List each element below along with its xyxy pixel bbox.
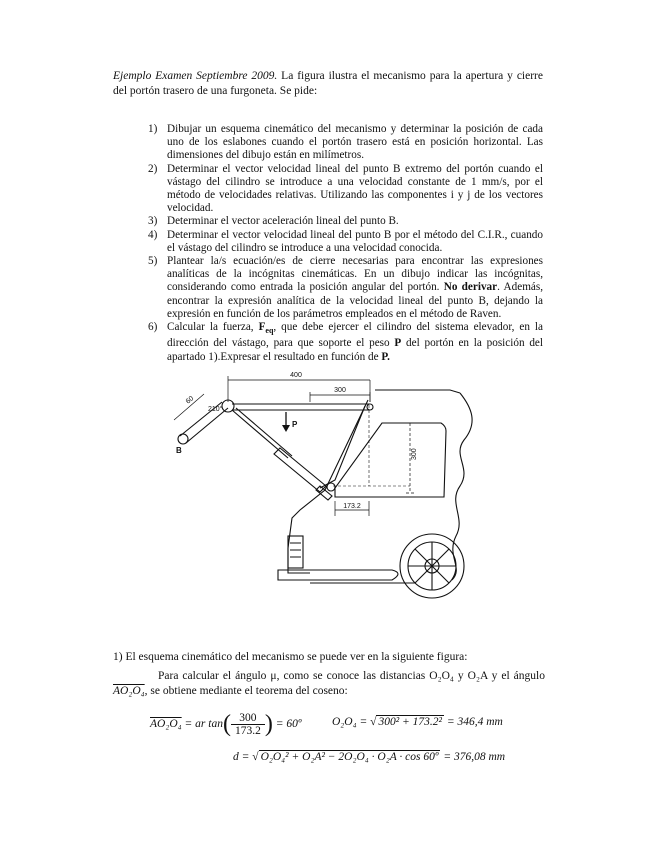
- angle-symbol: AO₂O₄: [113, 685, 145, 697]
- dim-400: 400: [290, 372, 302, 379]
- label-b: B: [176, 446, 182, 455]
- mechanism-figure: [160, 368, 490, 608]
- dim-60: 60: [184, 395, 196, 406]
- exam-title: Ejemplo Examen Septiembre 2009.: [113, 70, 278, 82]
- task-list: [148, 123, 543, 364]
- list-item: 4) Determinar el vector velocidad lineal del punto B por el método del C.I.R., cuando el vástago del cilindro se introduce a una velocidad conocida.: [148, 228, 543, 254]
- formula-distance: O₂O₄ = √ 300² + 173.2² = 346,4 mm: [332, 716, 503, 728]
- dim-300-vertical: 300: [411, 448, 418, 460]
- dim-300: 300: [334, 387, 346, 394]
- formula-cosine: d = √ O₂O₄² + O₂A² − 2O₂O₄ · O₂A · cos 60º = 376,08 mm: [233, 751, 506, 763]
- dim-210: 210°: [208, 406, 223, 413]
- list-item: 3) Determinar el vector aceleración lineal del punto B.: [148, 215, 399, 228]
- list-item: 6) Calcular la fuerza, $F_{eq}$, que debe ejercer el cilindro del sistema elevador, en la dirección del vástago, para que soporte el peso P del portón en la posición del apartado 1).Expresar el resultado en función de P.: [148, 321, 543, 363]
- formula-angle: AO₂O₄ = ar tan( $\frac{300}{173.2}$ ) = 60º: [150, 711, 302, 737]
- dim-173-2: 173.2: [343, 503, 361, 510]
- answer-line-1: 1) El esquema cinemático del mecanismo se puede ver en la siguiente figura:: [113, 651, 468, 663]
- label-p: P: [292, 420, 298, 429]
- intro-text: La figura ilustra el mecanismo para la apertura y cierre del portón trasero de una furgoneta. Se pide:: [113, 70, 543, 97]
- intro-paragraph: [113, 69, 543, 99]
- answer-paragraph: Para calcular el ángulo μ, como se conoce las distancias O₂O₄ y O₂A y el ángulo AO₂O₄, se obtiene mediante el teorema del coseno:: [113, 670, 545, 697]
- list-item: 5) Plantear la/s ecuación/es de cierre necesarias para encontrar las expresiones analíticas de la incógnitas cinemáticas. En un dibujo indicar las incógnitas, considerando como entrada la posición angular del portón. No derivar. Además, encontrar la expresión analítica de la velocidad lineal del punto B, dejando la expresión en función de los parámetros empleados en el método de Raven.: [148, 255, 544, 320]
- list-item: 2) Determinar el vector velocidad lineal del punto B extremo del portón cuando el vástago del cilindro se introduce a una velocidad constante de 1 mm/s, por el método de velocidades relativas. Utilizando las componentes i y j de los vectores velocidad.: [148, 162, 543, 215]
- list-item: 1) Dibujar un esquema cinemático del mecanismo y determinar la posición de cada uno de los eslabones cuando el portón trasero está en posición horizontal. Las dimensiones del dibujo están en milímetros.: [148, 123, 543, 162]
